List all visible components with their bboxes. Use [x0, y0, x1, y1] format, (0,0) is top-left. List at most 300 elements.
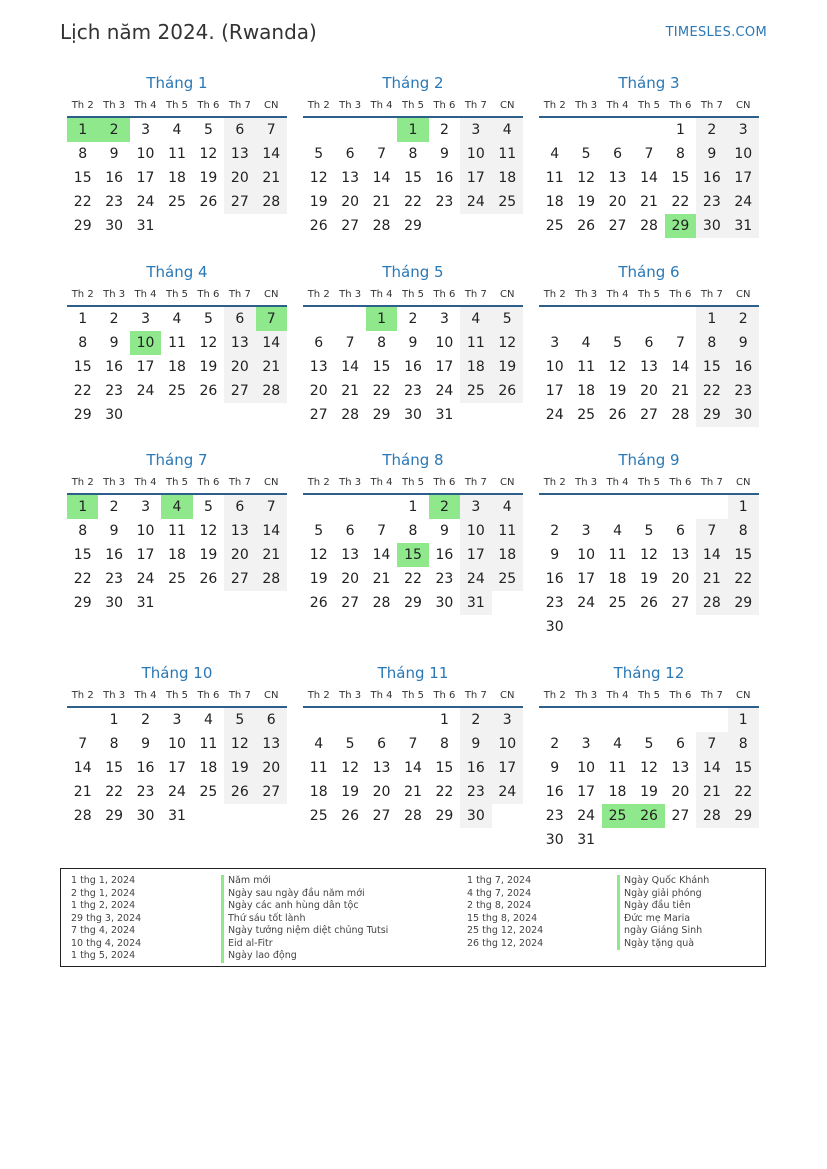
- day-cell[interactable]: 2: [109, 311, 119, 327]
- day-cell[interactable]: 18: [168, 359, 186, 375]
- day-cell[interactable]: 4: [613, 736, 623, 752]
- day-cell[interactable]: 26: [309, 595, 328, 611]
- day-cell[interactable]: 14: [372, 170, 391, 186]
- day-cell[interactable]: 5: [314, 523, 324, 539]
- day-cell[interactable]: 30: [404, 407, 422, 423]
- day-cell[interactable]: 14: [640, 170, 658, 186]
- day-cell[interactable]: 17: [168, 760, 186, 776]
- day-cell[interactable]: 25: [545, 218, 564, 234]
- day-cell[interactable]: 27: [372, 808, 391, 824]
- day-cell[interactable]: 19: [577, 194, 596, 210]
- day-cell[interactable]: 12: [608, 359, 627, 375]
- day-cell[interactable]: 21: [372, 571, 391, 587]
- day-cell[interactable]: 10: [460, 142, 491, 166]
- day-cell[interactable]: 6: [224, 495, 255, 519]
- day-cell[interactable]: 14: [671, 359, 690, 375]
- day-cell[interactable]: 8: [728, 732, 759, 756]
- day-cell[interactable]: 5: [644, 736, 654, 752]
- holiday-day-cell[interactable]: 25: [602, 804, 633, 828]
- day-cell[interactable]: 11: [545, 170, 564, 186]
- day-cell[interactable]: 16: [435, 170, 454, 186]
- holiday-day-cell[interactable]: 15: [397, 543, 428, 567]
- day-cell[interactable]: 26: [608, 407, 627, 423]
- day-cell[interactable]: 7: [696, 732, 727, 756]
- day-cell[interactable]: 10: [136, 146, 155, 162]
- day-cell[interactable]: 31: [728, 214, 759, 238]
- day-cell[interactable]: 18: [460, 355, 491, 379]
- day-cell[interactable]: 4: [172, 311, 182, 327]
- day-cell[interactable]: 1: [408, 499, 418, 515]
- day-cell[interactable]: 23: [435, 194, 454, 210]
- day-cell[interactable]: 19: [224, 756, 255, 780]
- day-cell[interactable]: 18: [492, 166, 523, 190]
- day-cell[interactable]: 16: [136, 760, 155, 776]
- day-cell[interactable]: 24: [577, 595, 596, 611]
- day-cell[interactable]: 21: [372, 194, 391, 210]
- day-cell[interactable]: 28: [671, 407, 690, 423]
- holiday-day-cell[interactable]: 4: [161, 495, 192, 519]
- holiday-day-cell[interactable]: 1: [397, 118, 428, 142]
- day-cell[interactable]: 13: [309, 359, 328, 375]
- day-cell[interactable]: 12: [577, 170, 596, 186]
- day-cell[interactable]: 23: [105, 383, 124, 399]
- day-cell[interactable]: 14: [372, 547, 391, 563]
- day-cell[interactable]: 8: [109, 736, 119, 752]
- day-cell[interactable]: 15: [696, 355, 727, 379]
- day-cell[interactable]: 31: [577, 832, 596, 848]
- day-cell[interactable]: 15: [105, 760, 124, 776]
- day-cell[interactable]: 8: [408, 146, 418, 162]
- day-cell[interactable]: 27: [224, 379, 255, 403]
- holiday-day-cell[interactable]: 1: [67, 495, 98, 519]
- day-cell[interactable]: 2: [728, 307, 759, 331]
- day-cell[interactable]: 27: [341, 595, 360, 611]
- day-cell[interactable]: 22: [73, 383, 92, 399]
- day-cell[interactable]: 16: [728, 355, 759, 379]
- day-cell[interactable]: 11: [608, 760, 627, 776]
- day-cell[interactable]: 7: [644, 146, 654, 162]
- day-cell[interactable]: 21: [256, 355, 287, 379]
- day-cell[interactable]: 20: [309, 383, 328, 399]
- day-cell[interactable]: 4: [613, 523, 623, 539]
- day-cell[interactable]: 21: [671, 383, 690, 399]
- day-cell[interactable]: 8: [439, 736, 449, 752]
- day-cell[interactable]: 22: [404, 571, 422, 587]
- day-cell[interactable]: 3: [460, 495, 491, 519]
- day-cell[interactable]: 21: [73, 784, 92, 800]
- day-cell[interactable]: 24: [136, 194, 155, 210]
- day-cell[interactable]: 25: [168, 571, 186, 587]
- day-cell[interactable]: 24: [460, 190, 491, 214]
- day-cell[interactable]: 26: [224, 780, 255, 804]
- day-cell[interactable]: 19: [608, 383, 627, 399]
- day-cell[interactable]: 7: [377, 523, 387, 539]
- day-cell[interactable]: 28: [372, 218, 391, 234]
- day-cell[interactable]: 9: [109, 523, 119, 539]
- day-cell[interactable]: 25: [577, 407, 596, 423]
- day-cell[interactable]: 22: [728, 780, 759, 804]
- day-cell[interactable]: 5: [492, 307, 523, 331]
- day-cell[interactable]: 4: [314, 736, 324, 752]
- day-cell[interactable]: 21: [256, 543, 287, 567]
- day-cell[interactable]: 9: [408, 335, 418, 351]
- day-cell[interactable]: 4: [492, 495, 523, 519]
- day-cell[interactable]: 5: [224, 708, 255, 732]
- day-cell[interactable]: 28: [256, 190, 287, 214]
- day-cell[interactable]: 1: [109, 712, 119, 728]
- day-cell[interactable]: 15: [671, 170, 690, 186]
- day-cell[interactable]: 27: [640, 407, 658, 423]
- day-cell[interactable]: 25: [309, 808, 328, 824]
- day-cell[interactable]: 11: [460, 331, 491, 355]
- day-cell[interactable]: 2: [439, 122, 449, 138]
- day-cell[interactable]: 18: [545, 194, 564, 210]
- day-cell[interactable]: 25: [199, 784, 218, 800]
- day-cell[interactable]: 10: [728, 142, 759, 166]
- day-cell[interactable]: 30: [136, 808, 155, 824]
- day-cell[interactable]: 28: [696, 804, 727, 828]
- day-cell[interactable]: 18: [608, 571, 627, 587]
- day-cell[interactable]: 24: [460, 567, 491, 591]
- day-cell[interactable]: 17: [460, 543, 491, 567]
- day-cell[interactable]: 9: [696, 142, 727, 166]
- day-cell[interactable]: 17: [492, 756, 523, 780]
- day-cell[interactable]: 17: [136, 547, 155, 563]
- day-cell[interactable]: 16: [545, 784, 564, 800]
- day-cell[interactable]: 8: [377, 335, 387, 351]
- day-cell[interactable]: 7: [408, 736, 418, 752]
- day-cell[interactable]: 3: [581, 523, 591, 539]
- day-cell[interactable]: 15: [73, 170, 92, 186]
- day-cell[interactable]: 25: [168, 194, 186, 210]
- day-cell[interactable]: 26: [341, 808, 360, 824]
- day-cell[interactable]: 6: [675, 523, 685, 539]
- day-cell[interactable]: 19: [199, 170, 218, 186]
- day-cell[interactable]: 5: [644, 523, 654, 539]
- day-cell[interactable]: 3: [728, 118, 759, 142]
- day-cell[interactable]: 6: [377, 736, 387, 752]
- day-cell[interactable]: 12: [199, 146, 218, 162]
- day-cell[interactable]: 20: [372, 784, 391, 800]
- day-cell[interactable]: 16: [404, 359, 422, 375]
- day-cell[interactable]: 13: [341, 547, 360, 563]
- day-cell[interactable]: 25: [168, 383, 186, 399]
- day-cell[interactable]: 21: [256, 166, 287, 190]
- day-cell[interactable]: 16: [460, 756, 491, 780]
- day-cell[interactable]: 4: [203, 712, 213, 728]
- day-cell[interactable]: 21: [404, 784, 422, 800]
- holiday-day-cell[interactable]: 2: [98, 118, 129, 142]
- day-cell[interactable]: 5: [581, 146, 591, 162]
- day-cell[interactable]: 28: [341, 407, 360, 423]
- day-cell[interactable]: 17: [577, 784, 596, 800]
- day-cell[interactable]: 3: [141, 122, 151, 138]
- day-cell[interactable]: 27: [671, 808, 690, 824]
- day-cell[interactable]: 6: [613, 146, 623, 162]
- day-cell[interactable]: 28: [73, 808, 92, 824]
- day-cell[interactable]: 2: [550, 523, 560, 539]
- day-cell[interactable]: 19: [309, 194, 328, 210]
- day-cell[interactable]: 3: [141, 499, 151, 515]
- day-cell[interactable]: 18: [309, 784, 328, 800]
- day-cell[interactable]: 11: [608, 547, 627, 563]
- day-cell[interactable]: 20: [341, 571, 360, 587]
- day-cell[interactable]: 31: [435, 407, 454, 423]
- day-cell[interactable]: 5: [314, 146, 324, 162]
- day-cell[interactable]: 26: [199, 571, 218, 587]
- day-cell[interactable]: 11: [577, 359, 596, 375]
- day-cell[interactable]: 13: [671, 760, 690, 776]
- holiday-day-cell[interactable]: 26: [633, 804, 664, 828]
- day-cell[interactable]: 12: [309, 170, 328, 186]
- day-cell[interactable]: 29: [435, 808, 454, 824]
- day-cell[interactable]: 18: [608, 784, 627, 800]
- holiday-day-cell[interactable]: 2: [429, 495, 460, 519]
- day-cell[interactable]: 28: [696, 591, 727, 615]
- holiday-day-cell[interactable]: 7: [256, 307, 287, 331]
- day-cell[interactable]: 14: [341, 359, 360, 375]
- day-cell[interactable]: 14: [696, 543, 727, 567]
- day-cell[interactable]: 23: [136, 784, 155, 800]
- day-cell[interactable]: 20: [224, 543, 255, 567]
- day-cell[interactable]: 7: [377, 146, 387, 162]
- day-cell[interactable]: 13: [224, 331, 255, 355]
- day-cell[interactable]: 22: [435, 784, 454, 800]
- day-cell[interactable]: 24: [545, 407, 564, 423]
- day-cell[interactable]: 20: [224, 355, 255, 379]
- day-cell[interactable]: 12: [309, 547, 328, 563]
- day-cell[interactable]: 23: [460, 780, 491, 804]
- day-cell[interactable]: 15: [73, 547, 92, 563]
- day-cell[interactable]: 27: [256, 780, 287, 804]
- day-cell[interactable]: 3: [172, 712, 182, 728]
- day-cell[interactable]: 27: [309, 407, 328, 423]
- day-cell[interactable]: 26: [309, 218, 328, 234]
- day-cell[interactable]: 18: [492, 543, 523, 567]
- day-cell[interactable]: 24: [577, 808, 596, 824]
- day-cell[interactable]: 12: [199, 335, 218, 351]
- day-cell[interactable]: 31: [168, 808, 186, 824]
- day-cell[interactable]: 19: [492, 355, 523, 379]
- day-cell[interactable]: 17: [577, 571, 596, 587]
- day-cell[interactable]: 16: [696, 166, 727, 190]
- day-cell[interactable]: 8: [78, 146, 88, 162]
- day-cell[interactable]: 9: [439, 146, 449, 162]
- day-cell[interactable]: 29: [73, 595, 92, 611]
- day-cell[interactable]: 26: [199, 383, 218, 399]
- day-cell[interactable]: 29: [372, 407, 391, 423]
- day-cell[interactable]: 29: [728, 591, 759, 615]
- day-cell[interactable]: 22: [73, 194, 92, 210]
- day-cell[interactable]: 20: [671, 784, 690, 800]
- day-cell[interactable]: 9: [460, 732, 491, 756]
- holiday-day-cell[interactable]: 29: [665, 214, 696, 238]
- day-cell[interactable]: 3: [460, 118, 491, 142]
- day-cell[interactable]: 23: [105, 571, 124, 587]
- day-cell[interactable]: 25: [492, 190, 523, 214]
- day-cell[interactable]: 8: [408, 523, 418, 539]
- day-cell[interactable]: 4: [172, 122, 182, 138]
- day-cell[interactable]: 14: [256, 142, 287, 166]
- day-cell[interactable]: 30: [696, 214, 727, 238]
- day-cell[interactable]: 8: [728, 519, 759, 543]
- day-cell[interactable]: 11: [199, 736, 218, 752]
- day-cell[interactable]: 29: [73, 407, 92, 423]
- day-cell[interactable]: 20: [640, 383, 658, 399]
- day-cell[interactable]: 15: [372, 359, 391, 375]
- day-cell[interactable]: 24: [435, 383, 454, 399]
- day-cell[interactable]: 16: [545, 571, 564, 587]
- day-cell[interactable]: 29: [728, 804, 759, 828]
- day-cell[interactable]: 29: [404, 595, 422, 611]
- day-cell[interactable]: 22: [671, 194, 690, 210]
- day-cell[interactable]: 29: [105, 808, 124, 824]
- day-cell[interactable]: 10: [577, 760, 596, 776]
- day-cell[interactable]: 12: [341, 760, 360, 776]
- day-cell[interactable]: 22: [105, 784, 124, 800]
- day-cell[interactable]: 5: [345, 736, 355, 752]
- day-cell[interactable]: 9: [550, 760, 560, 776]
- day-cell[interactable]: 27: [608, 218, 627, 234]
- day-cell[interactable]: 12: [640, 547, 658, 563]
- day-cell[interactable]: 28: [256, 379, 287, 403]
- day-cell[interactable]: 28: [372, 595, 391, 611]
- day-cell[interactable]: 30: [435, 595, 454, 611]
- day-cell[interactable]: 9: [141, 736, 151, 752]
- day-cell[interactable]: 16: [435, 547, 454, 563]
- day-cell[interactable]: 24: [136, 383, 155, 399]
- day-cell[interactable]: 20: [341, 194, 360, 210]
- day-cell[interactable]: 8: [78, 523, 88, 539]
- day-cell[interactable]: 4: [550, 146, 560, 162]
- day-cell[interactable]: 2: [109, 499, 119, 515]
- day-cell[interactable]: 11: [309, 760, 328, 776]
- day-cell[interactable]: 6: [675, 736, 685, 752]
- day-cell[interactable]: 3: [439, 311, 449, 327]
- day-cell[interactable]: 18: [577, 383, 596, 399]
- day-cell[interactable]: 2: [141, 712, 151, 728]
- day-cell[interactable]: 13: [671, 547, 690, 563]
- day-cell[interactable]: 13: [372, 760, 391, 776]
- day-cell[interactable]: 16: [105, 547, 124, 563]
- day-cell[interactable]: 17: [136, 359, 155, 375]
- day-cell[interactable]: 19: [640, 784, 658, 800]
- day-cell[interactable]: 11: [492, 519, 523, 543]
- day-cell[interactable]: 30: [460, 804, 491, 828]
- day-cell[interactable]: 2: [460, 708, 491, 732]
- day-cell[interactable]: 3: [492, 708, 523, 732]
- day-cell[interactable]: 8: [78, 335, 88, 351]
- day-cell[interactable]: 28: [404, 808, 422, 824]
- day-cell[interactable]: 22: [73, 571, 92, 587]
- day-cell[interactable]: 27: [671, 595, 690, 611]
- day-cell[interactable]: 7: [256, 118, 287, 142]
- day-cell[interactable]: 26: [640, 595, 658, 611]
- day-cell[interactable]: 13: [224, 519, 255, 543]
- day-cell[interactable]: 25: [608, 595, 627, 611]
- day-cell[interactable]: 6: [345, 523, 355, 539]
- day-cell[interactable]: 16: [105, 359, 124, 375]
- day-cell[interactable]: 24: [136, 571, 155, 587]
- day-cell[interactable]: 30: [545, 619, 564, 635]
- day-cell[interactable]: 1: [728, 495, 759, 519]
- day-cell[interactable]: 23: [435, 571, 454, 587]
- day-cell[interactable]: 17: [136, 170, 155, 186]
- day-cell[interactable]: 23: [696, 190, 727, 214]
- day-cell[interactable]: 7: [78, 736, 88, 752]
- day-cell[interactable]: 18: [199, 760, 218, 776]
- day-cell[interactable]: 13: [640, 359, 658, 375]
- day-cell[interactable]: 1: [78, 311, 88, 327]
- day-cell[interactable]: 10: [545, 359, 564, 375]
- day-cell[interactable]: 12: [640, 760, 658, 776]
- day-cell[interactable]: 1: [675, 122, 685, 138]
- day-cell[interactable]: 19: [341, 784, 360, 800]
- day-cell[interactable]: 11: [168, 523, 186, 539]
- day-cell[interactable]: 6: [224, 307, 255, 331]
- day-cell[interactable]: 5: [203, 311, 213, 327]
- day-cell[interactable]: 5: [203, 122, 213, 138]
- day-cell[interactable]: 14: [404, 760, 422, 776]
- day-cell[interactable]: 30: [105, 595, 124, 611]
- day-cell[interactable]: 25: [492, 567, 523, 591]
- day-cell[interactable]: 26: [577, 218, 596, 234]
- day-cell[interactable]: 14: [696, 756, 727, 780]
- day-cell[interactable]: 19: [640, 571, 658, 587]
- day-cell[interactable]: 12: [199, 523, 218, 539]
- day-cell[interactable]: 31: [136, 218, 155, 234]
- day-cell[interactable]: 9: [728, 331, 759, 355]
- day-cell[interactable]: 6: [345, 146, 355, 162]
- day-cell[interactable]: 19: [199, 547, 218, 563]
- day-cell[interactable]: 11: [492, 142, 523, 166]
- day-cell[interactable]: 22: [696, 379, 727, 403]
- day-cell[interactable]: 17: [460, 166, 491, 190]
- day-cell[interactable]: 10: [492, 732, 523, 756]
- day-cell[interactable]: 13: [256, 732, 287, 756]
- day-cell[interactable]: 30: [105, 218, 124, 234]
- day-cell[interactable]: 9: [109, 335, 119, 351]
- day-cell[interactable]: 18: [168, 170, 186, 186]
- day-cell[interactable]: 28: [256, 567, 287, 591]
- day-cell[interactable]: 7: [345, 335, 355, 351]
- day-cell[interactable]: 8: [696, 331, 727, 355]
- day-cell[interactable]: 23: [545, 808, 564, 824]
- day-cell[interactable]: 12: [224, 732, 255, 756]
- day-cell[interactable]: 30: [728, 403, 759, 427]
- day-cell[interactable]: 2: [696, 118, 727, 142]
- day-cell[interactable]: 8: [675, 146, 685, 162]
- brand-logo[interactable]: TIMESLES.COM: [665, 25, 767, 40]
- holiday-day-cell[interactable]: 1: [366, 307, 397, 331]
- day-cell[interactable]: 26: [199, 194, 218, 210]
- day-cell[interactable]: 10: [435, 335, 454, 351]
- day-cell[interactable]: 24: [168, 784, 186, 800]
- day-cell[interactable]: 27: [341, 218, 360, 234]
- day-cell[interactable]: 13: [224, 142, 255, 166]
- day-cell[interactable]: 11: [168, 146, 186, 162]
- day-cell[interactable]: 27: [224, 567, 255, 591]
- day-cell[interactable]: 7: [696, 519, 727, 543]
- day-cell[interactable]: 29: [73, 218, 92, 234]
- day-cell[interactable]: 7: [256, 495, 287, 519]
- day-cell[interactable]: 16: [105, 170, 124, 186]
- day-cell[interactable]: 9: [550, 547, 560, 563]
- day-cell[interactable]: 28: [640, 218, 658, 234]
- day-cell[interactable]: 6: [644, 335, 654, 351]
- day-cell[interactable]: 18: [168, 547, 186, 563]
- day-cell[interactable]: 2: [408, 311, 418, 327]
